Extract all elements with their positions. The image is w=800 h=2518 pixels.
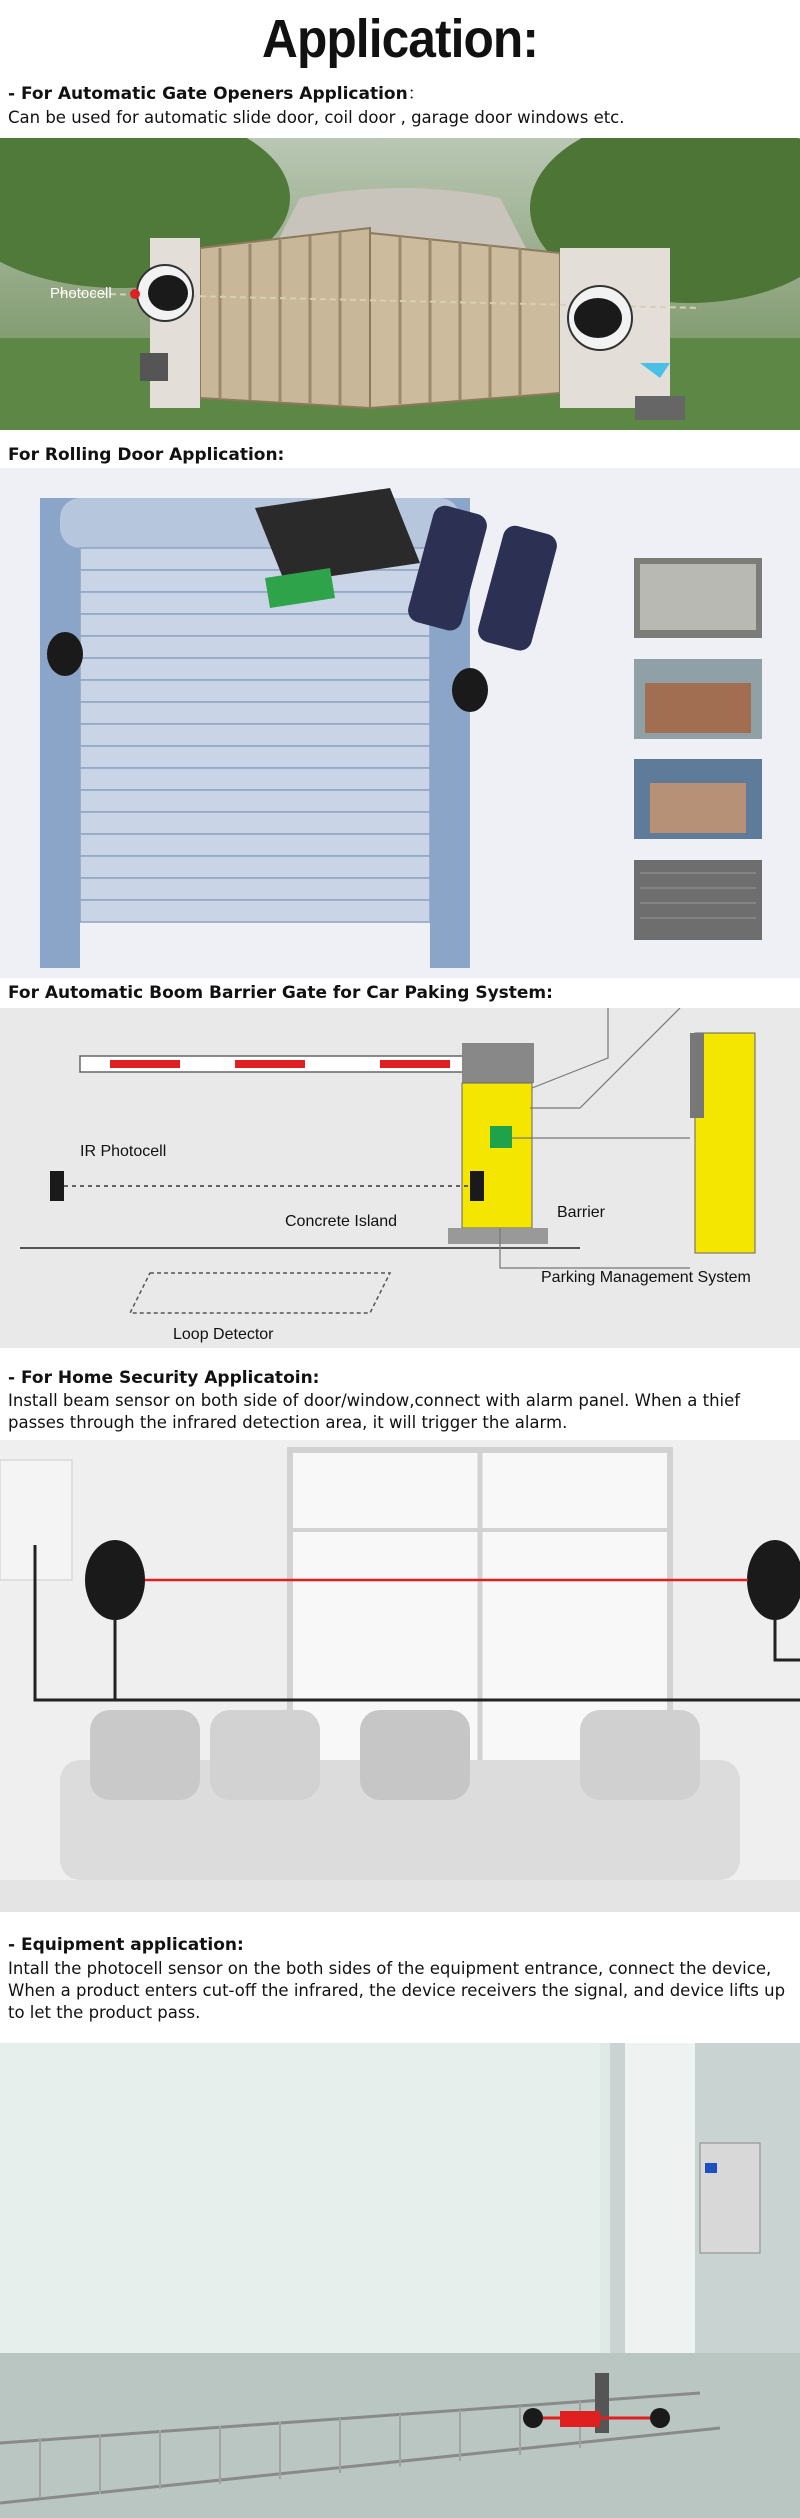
gate-opener-image: [0, 138, 800, 430]
ir-photocell-label: IR Photocell: [80, 1143, 167, 1160]
home-security-section-text: Install beam sensor on both side of door/window,connect with alarm panel. When a thief passes through the infrared detection area, it will trigger the alarm.: [8, 1391, 741, 1432]
home-security-section-heading: - For Home Security Applicatoin:: [8, 1368, 320, 1388]
concrete-island-label: Concrete Island: [285, 1213, 398, 1230]
home-security-image: [0, 1440, 800, 1912]
barrier-label: Barrier: [557, 1204, 606, 1221]
loop-detector-label: Loop Detector: [173, 1326, 274, 1343]
equipment-image: [0, 2043, 800, 2518]
gate-section-text: Can be used for automatic slide door, coil door , garage door windows etc.: [8, 108, 625, 127]
page-title: Application:: [262, 9, 538, 69]
equipment-section-heading: - Equipment application:: [8, 1935, 244, 1955]
equipment-section-text: Intall the photocell sensor on the both sides of the equipment entrance, connect the device, When a product enters cut-off the infrared, the device receivers the signal, and device lifts up to let the product pass.: [8, 1959, 786, 2022]
photocell-label: Photocell: [50, 285, 112, 302]
boom-barrier-section-heading: For Automatic Boom Barrier Gate for Car Paking System:: [8, 983, 553, 1003]
gate-section-heading: - For Automatic Gate Openers Application：: [8, 84, 425, 104]
parking-system-label: Parking Management System: [541, 1269, 751, 1286]
rolling-door-section-heading: For Rolling Door Application:: [8, 445, 285, 465]
boom-barrier-image: [0, 1008, 800, 1348]
rolling-door-image: [0, 468, 800, 978]
